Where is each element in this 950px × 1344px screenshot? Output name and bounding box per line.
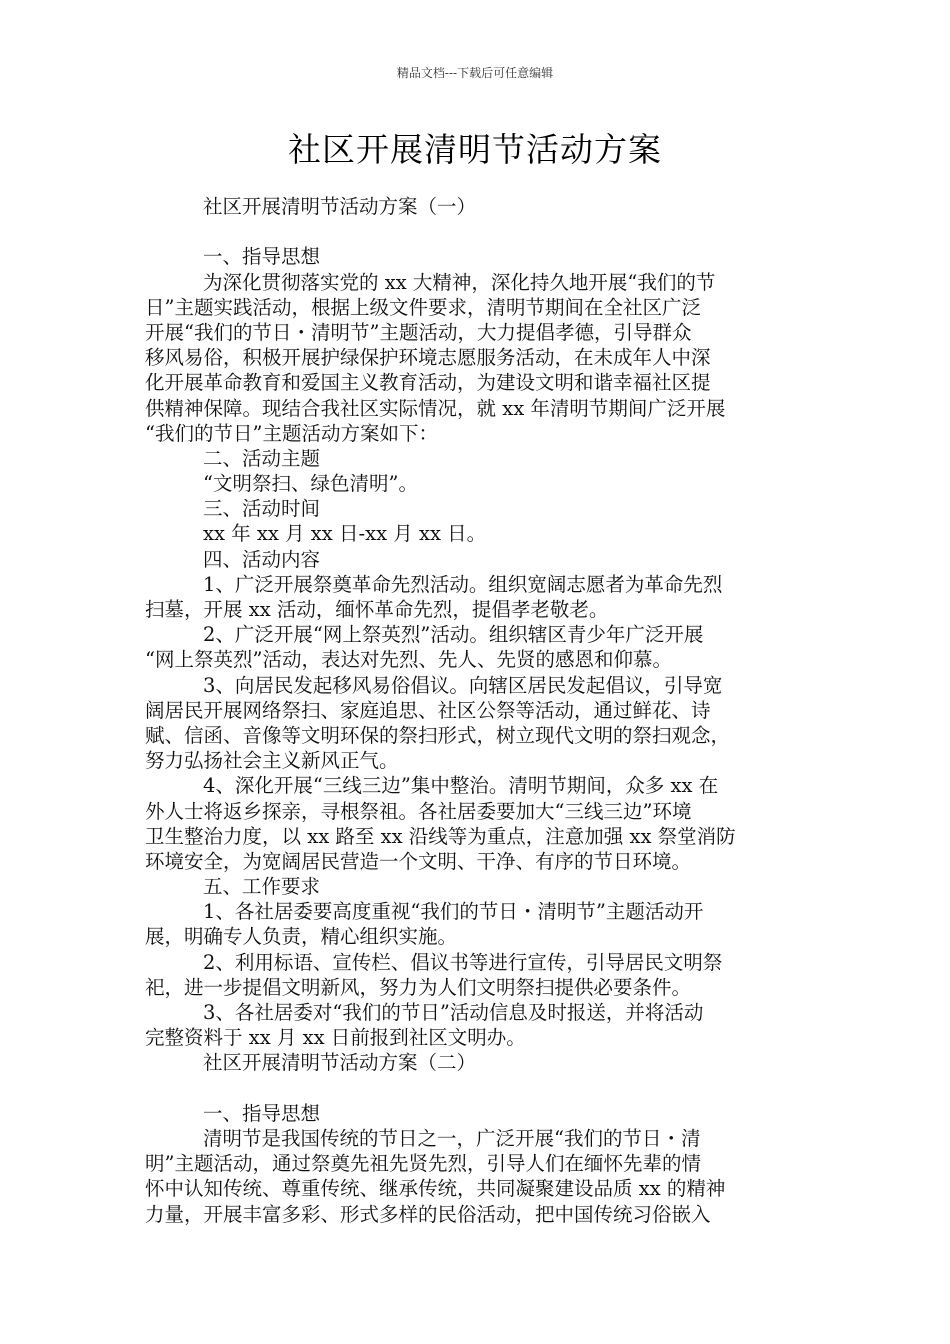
text-line: 外人士将返乡探亲，寻根祭祖。各社居委要加大“三线三边”环境: [145, 799, 692, 823]
text-line: 力量，开展丰富多彩、形式多样的民俗活动，把中国传统习俗嵌入: [145, 1202, 711, 1226]
text-line: 社区开展清明节活动方案（二）: [203, 1051, 477, 1075]
text-line: 五、工作要求: [203, 875, 321, 899]
text-line: 卫生整治力度，以 xx 路至 xx 沿线等为重点，注意加强 xx 祭堂消防: [145, 824, 736, 848]
text-line: 1、各社居委要高度重视“我们的节日・清明节”主题活动开: [203, 900, 704, 924]
text-line: 三、活动时间: [203, 497, 321, 521]
text-line: 3、向居民发起移风易俗倡议。向辖区居民发起倡议，引导宽: [203, 673, 723, 697]
text-line: “我们的节日”主题活动方案如下：: [145, 421, 438, 445]
text-line: 祀，进一步提倡文明新风，努力为人们文明祭扫提供必要条件。: [145, 975, 692, 999]
text-line: 3、各社居委对“我们的节日”活动信息及时报送，并将活动: [203, 1001, 704, 1024]
text-line: 赋、信函、音像等文明环保的祭扫形式，树立现代文明的祭扫观念，: [145, 723, 731, 747]
text-line: 日”主题实践活动，根据上级文件要求，清明节期间在全社区广泛: [145, 295, 701, 319]
document-title: 社区开展清明节活动方案: [288, 130, 662, 169]
text-line: “网上祭英烈”活动，表达对先烈、先人、先贤的感恩和仰慕。: [145, 648, 672, 672]
text-line: 一、指导思想: [203, 1101, 321, 1125]
text-line: 移风易俗，积极开展护绿保护环境志愿服务活动，在未成年人中深: [145, 346, 711, 370]
text-line: 2、广泛开展“网上祭英烈”活动。组织辖区青少年广泛开展: [203, 623, 704, 647]
text-line: 供精神保障。现结合我社区实际情况，就 xx 年清明节期间广泛开展: [145, 396, 726, 420]
text-line: 化开展革命教育和爱国主义教育活动，为建设文明和谐幸福社区提: [145, 371, 711, 395]
text-line: 开展“我们的节日・清明节”主题活动，大力提倡孝德，引导群众: [145, 320, 692, 344]
blank-line: [145, 1076, 820, 1101]
text-line: 1、广泛开展祭奠革命先烈活动。组织宽阔志愿者为革命先烈: [203, 572, 723, 596]
text-line: 努力弘扬社会主义新风正气。: [145, 749, 399, 773]
text-line: 展，明确专人负责，精心组织实施。: [145, 925, 458, 949]
text-line: 一、指导思想: [203, 245, 321, 269]
text-line: 怀中认知传统、尊重传统、继承传统，共同凝聚建设品质 xx 的精神: [145, 1177, 726, 1201]
text-line: xx 年 xx 月 xx 日-xx 月 xx 日。: [203, 522, 487, 546]
text-line: 阔居民开展网络祭扫、家庭追思、社区公祭等活动，通过鲜花、诗: [145, 698, 711, 722]
document-body: [145, 194, 820, 1227]
blank-line: [145, 219, 820, 244]
text-line: 4、深化开展“三线三边”集中整治。清明节期间，众多 xx 在: [203, 774, 719, 798]
header-note: 精品文档---下载后可任意编辑: [396, 66, 554, 80]
text-line: 扫墓，开展 xx 活动，缅怀革命先烈，提倡孝老敬老。: [145, 598, 609, 621]
text-line: 2、利用标语、宣传栏、倡议书等进行宣传，引导居民文明祭: [203, 950, 723, 974]
text-line: “文明祭扫、绿色清明”。: [203, 472, 418, 496]
text-line: 社区开展清明节活动方案（一）: [203, 195, 477, 218]
text-line: 明”主题活动，通过祭奠先祖先贤先烈，引导人们在缅怀先辈的情: [145, 1152, 701, 1176]
text-line: 清明节是我国传统的节日之一，广泛开展“我们的节日・清: [203, 1126, 701, 1150]
text-line: 二、活动主题: [203, 446, 321, 470]
text-line: 环境安全，为宽阔居民营造一个文明、干净、有序的节日环境。: [145, 849, 692, 873]
text-line: 四、活动内容: [203, 547, 321, 571]
text-line: 为深化贯彻落实党的 xx 大精神，深化持久地开展“我们的节: [203, 270, 716, 294]
text-line: 完整资料于 xx 月 xx 日前报到社区文明办。: [145, 1026, 526, 1050]
